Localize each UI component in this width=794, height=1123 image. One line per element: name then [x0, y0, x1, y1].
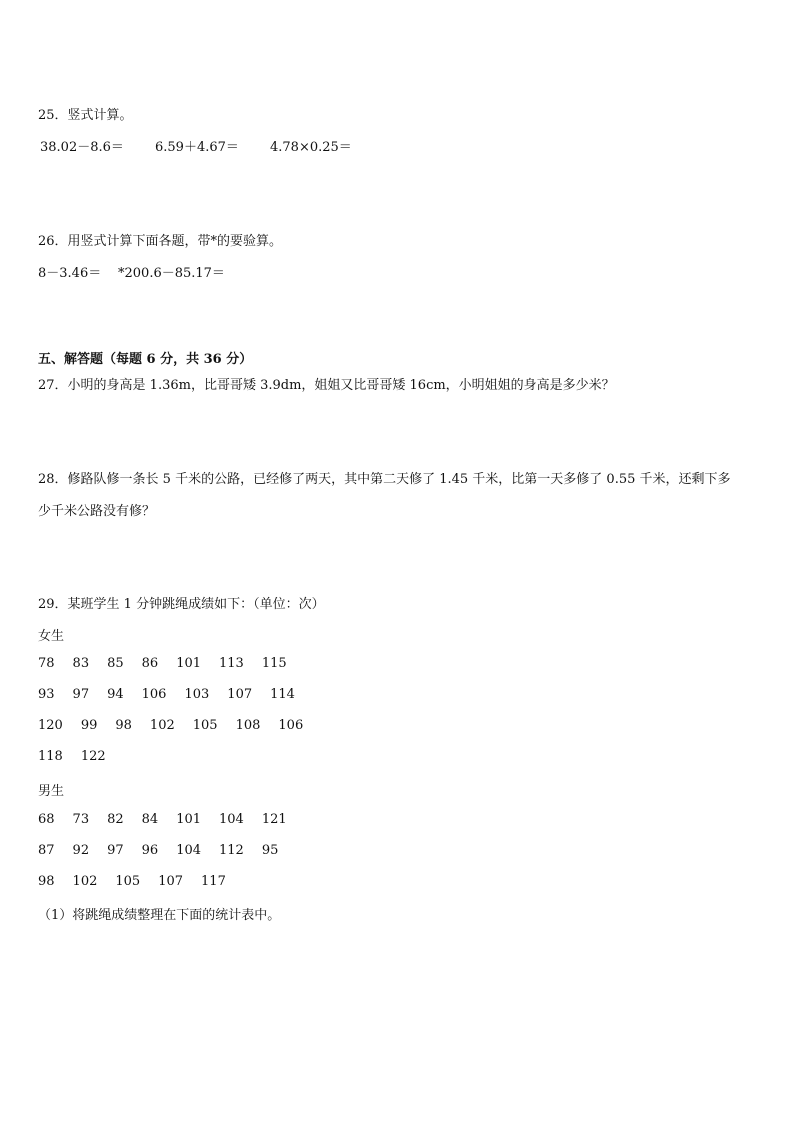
q25-expr-1: 38.02－8.6＝: [40, 140, 124, 155]
score: 93: [38, 687, 55, 702]
q26-expr-2: *200.6－85.17＝: [118, 266, 225, 281]
score: 92: [72, 843, 90, 858]
score: 84: [141, 812, 159, 827]
q27-text: 27．小明的身高是 1.36m，比哥哥矮 3.9dm，姐姐又比哥哥矮 16cm，小明姐姐的身高是多少米？: [38, 378, 615, 393]
q29-sub-question-1: （1）将跳绳成绩整理在下面的统计表中。: [38, 908, 281, 923]
q28-line-1: 28．修路队修一条长 5 千米的公路，已经修了两天，其中第二天修了 1.45 千米，比第一天多修了 0.55 千米，还剩下多: [38, 472, 731, 487]
score: 99: [80, 718, 98, 733]
score: 103: [184, 687, 210, 702]
score: 68: [38, 812, 55, 827]
score: 87: [38, 843, 55, 858]
girls-row-4: [38, 749, 124, 764]
score: 104: [219, 812, 244, 827]
score: 83: [72, 656, 90, 671]
score: 78: [38, 656, 55, 671]
q26-expr-1: 8－3.46＝: [38, 266, 102, 281]
score: 107: [158, 874, 184, 889]
score: 98: [115, 718, 132, 733]
score: 117: [201, 874, 226, 889]
q25-expr-3: 4.78×0.25＝: [270, 140, 352, 155]
score: 114: [270, 687, 295, 702]
boys-row-3: [38, 874, 244, 889]
girls-row-3: [38, 718, 321, 733]
score: 120: [38, 718, 63, 733]
score: 94: [107, 687, 124, 702]
score: 122: [80, 749, 106, 764]
score: 105: [115, 874, 141, 889]
section-heading: 五、解答题（每题 6 分，共 36 分）: [38, 352, 253, 367]
score: 108: [235, 718, 261, 733]
score: 105: [192, 718, 218, 733]
score: 86: [141, 656, 159, 671]
score: 121: [261, 812, 287, 827]
score: 97: [72, 687, 90, 702]
score: 112: [219, 843, 244, 858]
score: 95: [261, 843, 279, 858]
q25-expr-2: 6.59＋4.67＝: [155, 140, 239, 155]
q26-title: 26．用竖式计算下面各题，带*的要验算。: [38, 234, 283, 249]
score: 104: [176, 843, 202, 858]
score: 102: [149, 718, 175, 733]
score: 107: [227, 687, 253, 702]
score: 118: [38, 749, 63, 764]
score: 102: [72, 874, 98, 889]
score: 113: [219, 656, 244, 671]
boys-row-1: [38, 812, 305, 827]
boys-label: 男生: [38, 784, 65, 799]
score: 85: [107, 656, 124, 671]
q25-title: 25．竖式计算。: [38, 108, 133, 123]
score: 82: [107, 812, 124, 827]
boys-row-2: [38, 843, 296, 858]
score: 96: [141, 843, 159, 858]
score: 73: [72, 812, 90, 827]
girls-row-1: [38, 656, 305, 671]
q28-line-2: 少千米公路没有修？: [38, 504, 156, 519]
score: 115: [261, 656, 287, 671]
q29-title: 29．某班学生 1 分钟跳绳成绩如下：（单位：次）: [38, 597, 325, 612]
girls-row-2: [38, 687, 313, 702]
girls-label: 女生: [38, 629, 65, 644]
score: 97: [107, 843, 124, 858]
score: 106: [141, 687, 167, 702]
score: 101: [176, 656, 202, 671]
score: 101: [176, 812, 202, 827]
score: 98: [38, 874, 55, 889]
score: 106: [278, 718, 304, 733]
